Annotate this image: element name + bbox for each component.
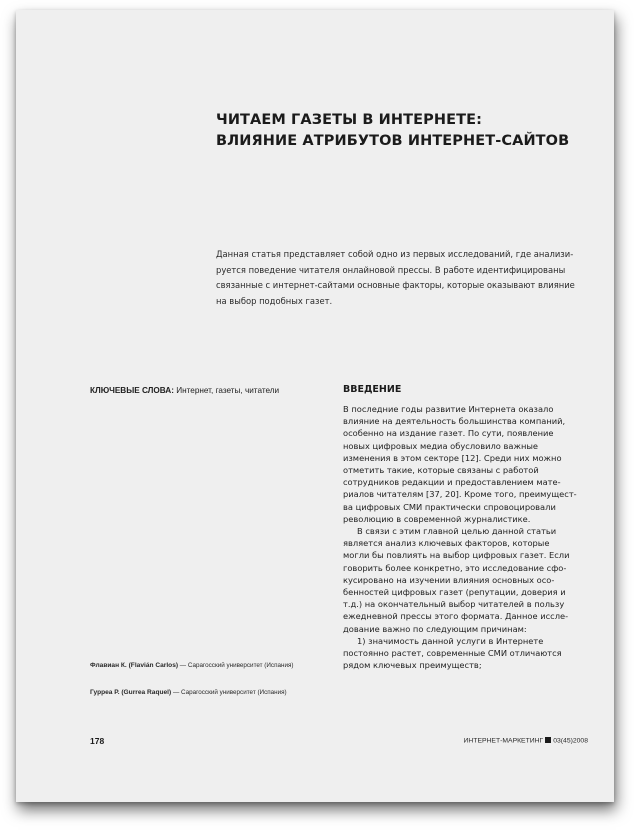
article-title-line-2: ВЛИЯНИЕ АТРИБУТОВ ИНТЕРНЕТ-САЙТОВ — [216, 133, 570, 149]
body-line: В связи с этим главной целью данной статьи — [357, 526, 557, 537]
author-credit — [90, 689, 287, 696]
body-line: т.д.) на окончательный выбор читателей в пользу — [343, 599, 565, 610]
body-line: говорить более конкретно, это исследование сфо- — [343, 562, 567, 573]
article-title — [216, 110, 596, 152]
author-affiliation: — Сарагосский университет (Испания) — [178, 662, 294, 669]
abstract-line: руется поведение читателя онлайновой прессы. В работе идентифицированы — [216, 264, 566, 275]
abstract-line: связанные с интернет-сайтами основные факторы, которые оказывают влияние — [216, 280, 575, 291]
body-line: могли бы повлиять на выбор цифровых газет. Если — [343, 550, 570, 561]
page-number: 178 — [90, 736, 105, 746]
body-line: кусировано на изучении влияния основных осо- — [343, 574, 555, 585]
body-line: сотрудников редакции и предоставлением мате- — [343, 477, 561, 488]
document-page — [16, 10, 614, 802]
body-line: влияние на деятельность большинства компаний, — [343, 416, 566, 427]
body-text — [343, 403, 593, 671]
body-line: В последние годы развитие Интернета оказало — [343, 404, 554, 414]
author-name: Флавиан К. (Flavián Carlos) — [90, 662, 179, 669]
keywords-values: Интернет, газеты, читатели — [176, 386, 280, 395]
square-bullet-icon — [545, 737, 551, 743]
body-line: особенно на издание газет. По сути, появление — [343, 428, 554, 439]
body-line: рядом ключевых преимуществ; — [343, 660, 482, 671]
journal-issue: 03(45)2008 — [553, 737, 588, 745]
author-credit — [90, 662, 294, 669]
body-line: постоянно растет, современные СМИ отличаются — [343, 648, 562, 659]
keywords — [90, 386, 279, 395]
journal-footer — [464, 737, 589, 745]
body-line: отметить такие, которые связаны с работой — [343, 465, 539, 476]
body-line: риалов читателям [37, 20]. Кроме того, преимущест- — [343, 489, 577, 500]
journal-name: ИНТЕРНЕТ-МАРКЕТИНГ — [463, 737, 544, 745]
keywords-label: КЛЮЧЕВЫЕ СЛОВА: — [90, 386, 174, 395]
abstract — [216, 247, 586, 309]
abstract-line: на выбор подобных газет. — [216, 295, 333, 306]
author-affiliation: — Сарагосский университет (Испания) — [171, 689, 287, 696]
body-line: является анализ ключевых факторов, которые — [343, 538, 550, 549]
body-line: ежедневной прессы этого формата. Данное иссле- — [343, 611, 569, 622]
abstract-line: Данная статья представляет собой одно из первых исследований, где анализи- — [216, 249, 574, 259]
body-line: изменения в этом секторе [12]. Среди них можно — [343, 452, 562, 463]
body-line: дование важно по следующим причинам: — [343, 623, 527, 634]
body-line: новых цифровых медиа обусловило важные — [343, 440, 539, 451]
body-line: 1) значимость данной услуги в Интернете — [357, 635, 544, 646]
section-heading: ВВЕДЕНИЕ — [343, 384, 402, 395]
body-line: революцию в современной журналистике. — [343, 513, 531, 524]
body-line: ва цифровых СМИ практически спровоцировали — [343, 501, 556, 512]
author-name: Гурреа Р. (Gurrea Raquel) — [90, 689, 172, 696]
article-title-line-1: ЧИТАЕМ ГАЗЕТЫ В ИНТЕРНЕТЕ: — [216, 112, 483, 128]
body-line: бенностей цифровых газет (репутации, доверия и — [343, 587, 566, 598]
